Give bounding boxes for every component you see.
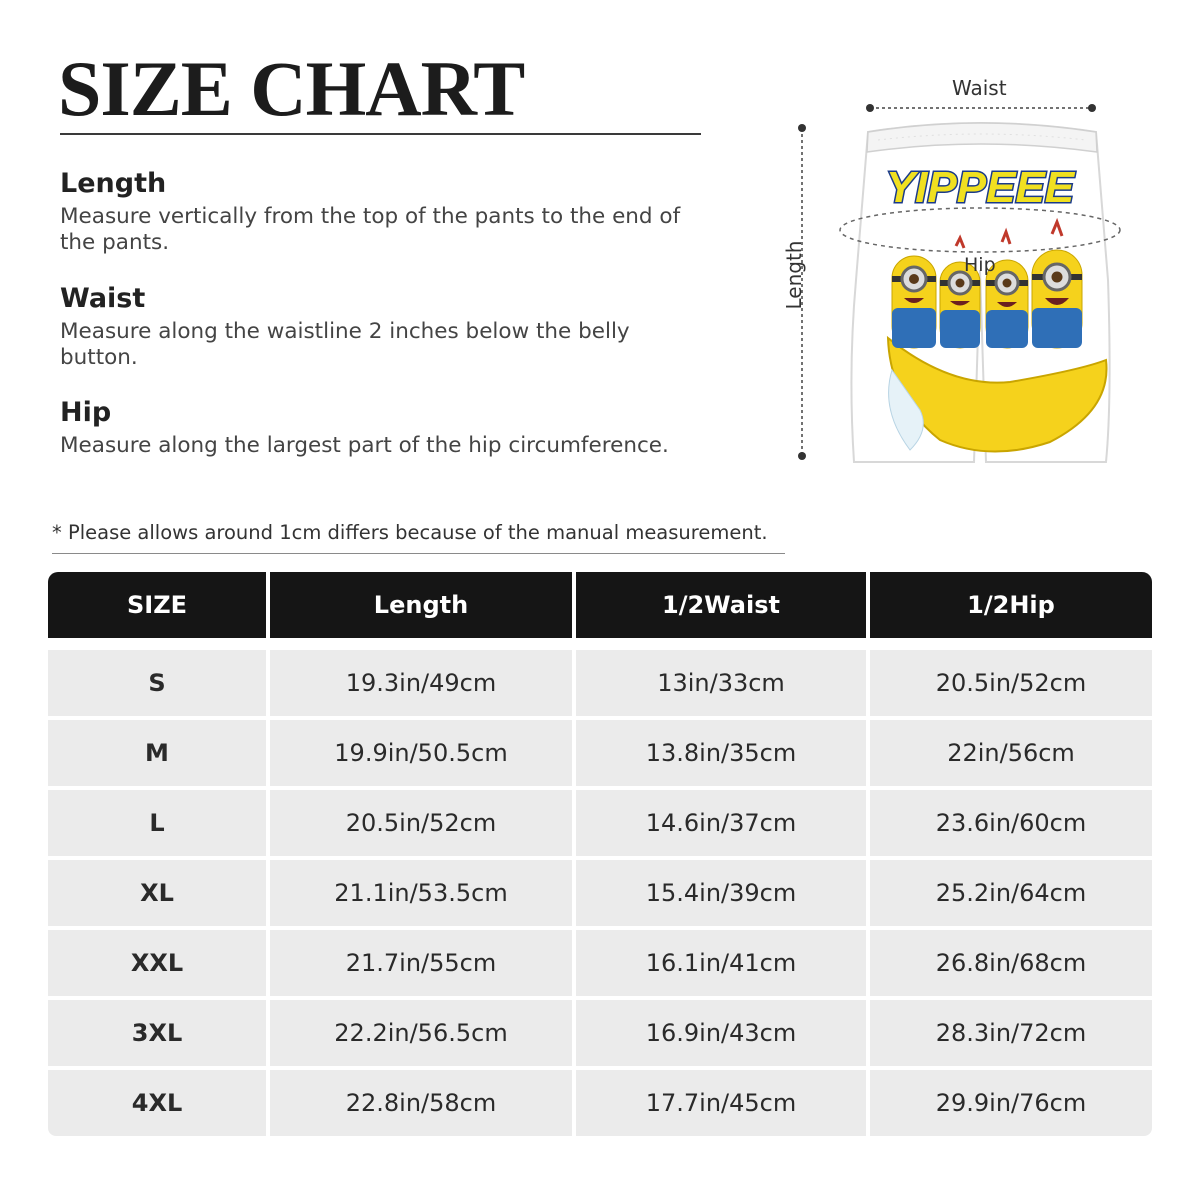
hip-cell: 26.8in/68cm <box>870 930 1152 996</box>
size-cell: XL <box>48 860 266 926</box>
hip-cell: 28.3in/72cm <box>870 1000 1152 1066</box>
length-cell: 21.1in/53.5cm <box>270 860 572 926</box>
hip-section <box>60 397 700 459</box>
size-cell: M <box>48 720 266 786</box>
table-row <box>48 720 1152 786</box>
length-endpoint-bottom <box>798 452 806 460</box>
table-header-row <box>48 572 1152 638</box>
length-cell: 20.5in/52cm <box>270 790 572 856</box>
shorts-diagram <box>760 70 1180 480</box>
waist-cell: 13in/33cm <box>576 650 866 716</box>
graphic-text: YIPPEEE <box>885 163 1075 212</box>
length-section <box>60 168 700 256</box>
size-cell: 4XL <box>48 1070 266 1136</box>
minion-1 <box>892 256 936 348</box>
hip-description: Measure along the largest part of the hip circumference. <box>60 433 669 458</box>
waist-endpoint-right <box>1088 104 1096 112</box>
waist-endpoint-left <box>866 104 874 112</box>
header-half-waist: 1/2Waist <box>576 572 866 638</box>
measurement-note: * Please allows around 1cm differs because of the manual measurement. <box>52 521 768 544</box>
hip-cell: 23.6in/60cm <box>870 790 1152 856</box>
waist-label: Waist <box>952 76 1007 100</box>
size-table <box>48 572 1152 1136</box>
size-cell: S <box>48 650 266 716</box>
length-heading: Length <box>60 168 167 199</box>
hip-cell: 29.9in/76cm <box>870 1070 1152 1136</box>
note-divider <box>52 553 785 554</box>
page-title: SIZE CHART <box>58 45 525 132</box>
header-half-hip: 1/2Hip <box>870 572 1152 638</box>
header-size: SIZE <box>48 572 266 638</box>
title-divider <box>60 133 701 135</box>
size-cell: 3XL <box>48 1000 266 1066</box>
waist-cell: 14.6in/37cm <box>576 790 866 856</box>
length-cell: 22.2in/56.5cm <box>270 1000 572 1066</box>
header-length: Length <box>270 572 572 638</box>
length-cell: 19.3in/49cm <box>270 650 572 716</box>
table-row <box>48 1000 1152 1066</box>
length-cell: 19.9in/50.5cm <box>270 720 572 786</box>
waist-description: Measure along the waistline 2 inches below the belly button. <box>60 319 630 370</box>
length-description: Measure vertically from the top of the pants to the end of the pants. <box>60 204 681 255</box>
waist-cell: 15.4in/39cm <box>576 860 866 926</box>
hip-heading: Hip <box>60 397 112 428</box>
waist-cell: 16.1in/41cm <box>576 930 866 996</box>
table-row <box>48 650 1152 716</box>
table-row <box>48 1070 1152 1136</box>
hip-label: Hip <box>964 254 996 276</box>
hip-cell: 22in/56cm <box>870 720 1152 786</box>
waist-heading: Waist <box>60 283 146 314</box>
waist-section <box>60 283 700 371</box>
size-cell: L <box>48 790 266 856</box>
waist-cell: 17.7in/45cm <box>576 1070 866 1136</box>
length-cell: 21.7in/55cm <box>270 930 572 996</box>
waist-cell: 16.9in/43cm <box>576 1000 866 1066</box>
table-row <box>48 860 1152 926</box>
table-row <box>48 790 1152 856</box>
length-cell: 22.8in/58cm <box>270 1070 572 1136</box>
hip-cell: 20.5in/52cm <box>870 650 1152 716</box>
length-label: Length <box>782 240 806 310</box>
waist-cell: 13.8in/35cm <box>576 720 866 786</box>
size-cell: XXL <box>48 930 266 996</box>
table-row <box>48 930 1152 996</box>
length-endpoint-top <box>798 124 806 132</box>
hip-cell: 25.2in/64cm <box>870 860 1152 926</box>
